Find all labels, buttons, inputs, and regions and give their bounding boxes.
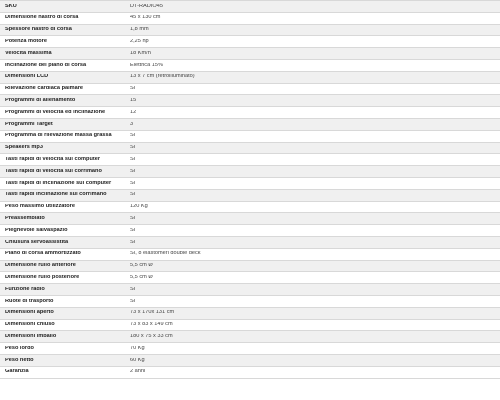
spec-key: Inclinazione del piano di corsa bbox=[5, 62, 87, 68]
spec-value: Sì bbox=[130, 239, 136, 245]
spec-value: 13 x 7 cm (retroilluminato) bbox=[130, 74, 195, 80]
spec-key: SKU bbox=[5, 3, 17, 9]
spec-row bbox=[0, 143, 500, 155]
spec-row bbox=[0, 119, 500, 131]
spec-value: 5,5 cm Ø bbox=[130, 274, 153, 280]
spec-key: Peso lordo bbox=[5, 345, 34, 351]
spec-key: Peso netto bbox=[5, 357, 34, 363]
spec-key: Dimensione rullo anteriore bbox=[5, 263, 76, 269]
spec-key: Dimensioni imballo bbox=[5, 333, 57, 339]
spec-row bbox=[0, 343, 500, 355]
spec-row bbox=[0, 25, 500, 37]
spec-row bbox=[0, 131, 500, 143]
spec-row bbox=[0, 249, 500, 261]
spec-value: 180 x 75 x 33 cm bbox=[130, 333, 173, 339]
spec-value: Sì bbox=[130, 168, 136, 174]
spec-row bbox=[0, 213, 500, 225]
spec-row bbox=[0, 48, 500, 60]
spec-key: Dimensione nastro di corsa bbox=[5, 15, 79, 21]
spec-value: 5,5 cm Ø bbox=[130, 263, 153, 269]
spec-row bbox=[0, 84, 500, 96]
spec-value: 120 Kg bbox=[130, 204, 148, 210]
spec-key: Funzione radio bbox=[5, 286, 45, 292]
spec-value: Sì bbox=[130, 192, 136, 198]
spec-row bbox=[0, 13, 500, 25]
spec-row bbox=[0, 237, 500, 249]
spec-key: Dimensioni chiuso bbox=[5, 322, 55, 328]
spec-value: Sì bbox=[130, 215, 136, 221]
spec-row bbox=[0, 284, 500, 296]
spec-row bbox=[0, 355, 500, 367]
spec-row bbox=[0, 178, 500, 190]
spec-value: 15 bbox=[130, 97, 137, 103]
spec-key: Programmi di velocità ed inclinazione bbox=[5, 109, 106, 115]
spec-value: Sì, 8 elastomeri double deck bbox=[130, 251, 201, 257]
spec-row bbox=[0, 166, 500, 178]
spec-value: 73 x 170x 131 cm bbox=[130, 310, 175, 316]
spec-row bbox=[0, 202, 500, 214]
spec-key: Potenza motore bbox=[5, 38, 47, 44]
spec-row bbox=[0, 95, 500, 107]
spec-key: Garanzia bbox=[5, 369, 29, 375]
spec-key: Programma di rilevazione massa grassa bbox=[5, 133, 112, 139]
spec-value: 18 Km/h bbox=[130, 50, 151, 56]
spec-row bbox=[0, 154, 500, 166]
spec-value: Sì bbox=[130, 86, 136, 92]
spec-row bbox=[0, 72, 500, 84]
spec-key: Programmi di allenamento bbox=[5, 97, 76, 103]
spec-value: 45 x 130 cm bbox=[130, 15, 161, 21]
spec-key: Dimensione rullo posteriore bbox=[5, 274, 80, 280]
spec-value: 3 bbox=[130, 121, 134, 127]
spec-row-header bbox=[0, 1, 500, 13]
spec-value: 2 anni bbox=[130, 369, 146, 375]
spec-row bbox=[0, 60, 500, 72]
spec-key: Velocità massima bbox=[5, 50, 52, 56]
spec-value: DT-RADIO45 bbox=[130, 3, 163, 9]
spec-value: 12 bbox=[130, 109, 137, 115]
spec-key: Tasti rapidi di velocità sul computer bbox=[5, 156, 101, 162]
spec-row bbox=[0, 190, 500, 202]
spec-value: 60 Kg bbox=[130, 357, 145, 363]
spec-key: Tasti rapidi inclinazione sul corrimano bbox=[5, 192, 107, 198]
spec-value: Sì bbox=[130, 156, 136, 162]
spec-key: Chiusura servoassistita bbox=[5, 239, 69, 245]
spec-row bbox=[0, 296, 500, 308]
spec-key: Ruote di trasporto bbox=[5, 298, 54, 304]
spec-value: 73 x 83 x 149 cm bbox=[130, 322, 173, 328]
spec-row bbox=[0, 272, 500, 284]
spec-key: Speakers mp3 bbox=[5, 145, 43, 151]
spec-row bbox=[0, 107, 500, 119]
spec-key: Dimensioni aperto bbox=[5, 310, 54, 316]
spec-row bbox=[0, 225, 500, 237]
spec-key: Preassemblato bbox=[5, 215, 45, 221]
spec-value: Sì bbox=[130, 298, 136, 304]
spec-row bbox=[0, 331, 500, 343]
spec-key: Tasti rapidi di inclinazione sul computer bbox=[5, 180, 112, 186]
spec-key: Programmi Target bbox=[5, 121, 53, 127]
spec-value: Sì bbox=[130, 133, 136, 139]
spec-value: 70 Kg bbox=[130, 345, 145, 351]
spec-row bbox=[0, 320, 500, 332]
spec-value: Sì bbox=[130, 227, 136, 233]
spec-key: Peso massimo utilizzatore bbox=[5, 204, 75, 210]
spec-key: Tasti rapidi di velocità sul corrimano bbox=[5, 168, 102, 174]
spec-key: Dimensioni LCD bbox=[5, 74, 49, 80]
spec-value: Sì bbox=[130, 286, 136, 292]
spec-value: Sì bbox=[130, 145, 136, 151]
spec-value: Sì bbox=[130, 180, 136, 186]
spec-row bbox=[0, 36, 500, 48]
spec-key: Spessore nastro di corsa bbox=[5, 27, 72, 33]
spec-key: Pieghevole salvaspazio bbox=[5, 227, 68, 233]
spec-key: Rilevazione cardiaca palmare bbox=[5, 86, 84, 92]
spec-value: 2,25 hp bbox=[130, 38, 149, 44]
spec-row bbox=[0, 308, 500, 320]
spec-row bbox=[0, 261, 500, 273]
spec-key: Piano di corsa ammortizzato bbox=[5, 251, 81, 257]
spec-value: 1,8 mm bbox=[130, 27, 149, 33]
spec-row bbox=[0, 367, 500, 379]
spec-value: Elettrica 15% bbox=[130, 62, 163, 68]
